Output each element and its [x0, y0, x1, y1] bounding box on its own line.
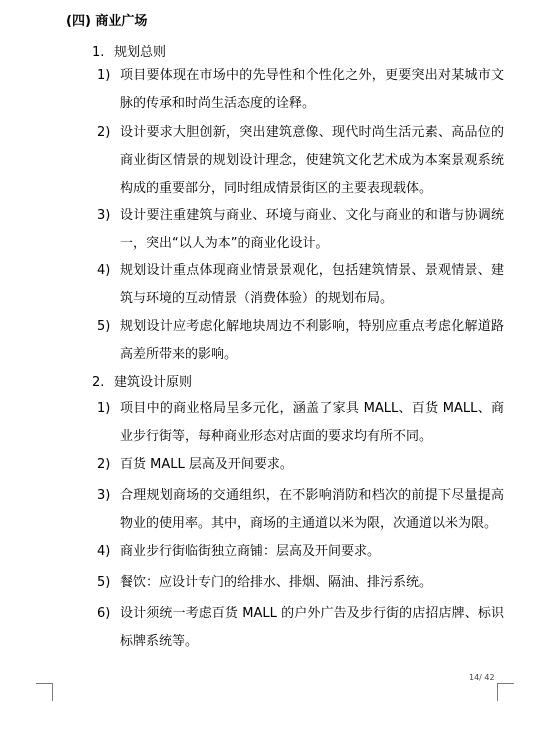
item-text: 规划设计应考虑化解地块周边不利影响，特别应重点考虑化解道路高差所带来的影响。 [120, 319, 504, 362]
subsection-title: 规划总则 [114, 45, 167, 60]
item-text: 设计要求大胆创新，突出建筑意像、现代时尚生活元素、高品位的商业街区情景的规划设计理念，使建筑文化艺术成为本案景观系统构成的重要部分，同时组成情景街区的主要表现载体。 [120, 125, 504, 196]
item-number: 5) [97, 319, 111, 334]
item-number: 1) [97, 401, 111, 416]
item-text: 餐饮：应设计专门的给排水、排烟、隔油、排污系统。 [120, 575, 433, 590]
item-number: 3) [97, 488, 111, 503]
section-title: (四) 商业广场 [66, 14, 148, 29]
item-text: 项目中的商业格局呈多元化，涵盖了家具 MALL、百货 MALL、商业步行街等，每种商业形态对店面的要求均有所不同。 [120, 401, 504, 444]
item-text: 设计要注重建筑与商业、环境与商业、文化与商业的和谐与协调统一，突出“以人为本”的商业化设计。 [120, 208, 504, 251]
item-text: 合理规划商场的交通组织，在不影响消防和档次的前提下尽量提高物业的使用率。其中，商场的主通道以米为限，次通道以米为限。 [120, 488, 504, 531]
crop-mark-left-horizontal [36, 683, 53, 684]
item-text: 规划设计重点体现商业情景景观化，包括建筑情景、景观情景、建筑与环境的互动情景（消费体验）的规划布局。 [120, 263, 504, 306]
item-number: 2) [97, 125, 111, 140]
subsection-heading-architecture [92, 373, 192, 393]
item-number: 4) [97, 263, 111, 278]
crop-mark-right-horizontal [497, 683, 514, 684]
subsection-number: 2. [92, 375, 105, 390]
subsection-title: 建筑设计原则 [114, 375, 193, 390]
subsection-heading-planning [92, 43, 166, 63]
item-number: 1) [97, 68, 111, 83]
crop-mark-left-vertical [52, 683, 53, 701]
item-number: 3) [97, 208, 111, 223]
item-number: 6) [97, 606, 111, 621]
item-number: 2) [97, 457, 111, 472]
crop-mark-right-vertical [497, 683, 498, 701]
item-number: 5) [97, 575, 111, 590]
subsection-number: 1. [92, 45, 105, 60]
page-number: 14/ 42 [469, 673, 495, 682]
item-text: 商业步行街临街独立商铺：层高及开间要求。 [120, 544, 381, 559]
item-text: 项目要体现在市场中的先导性和个性化之外，更要突出对某城市文脉的传承和时尚生活态度的诠释。 [120, 68, 504, 111]
item-text: 百货 MALL 层高及开间要求。 [120, 457, 293, 472]
item-text: 设计须统一考虑百货 MALL 的户外广告及步行街的店招店牌、标识标牌系统等。 [120, 606, 504, 649]
item-number: 4) [97, 544, 111, 559]
